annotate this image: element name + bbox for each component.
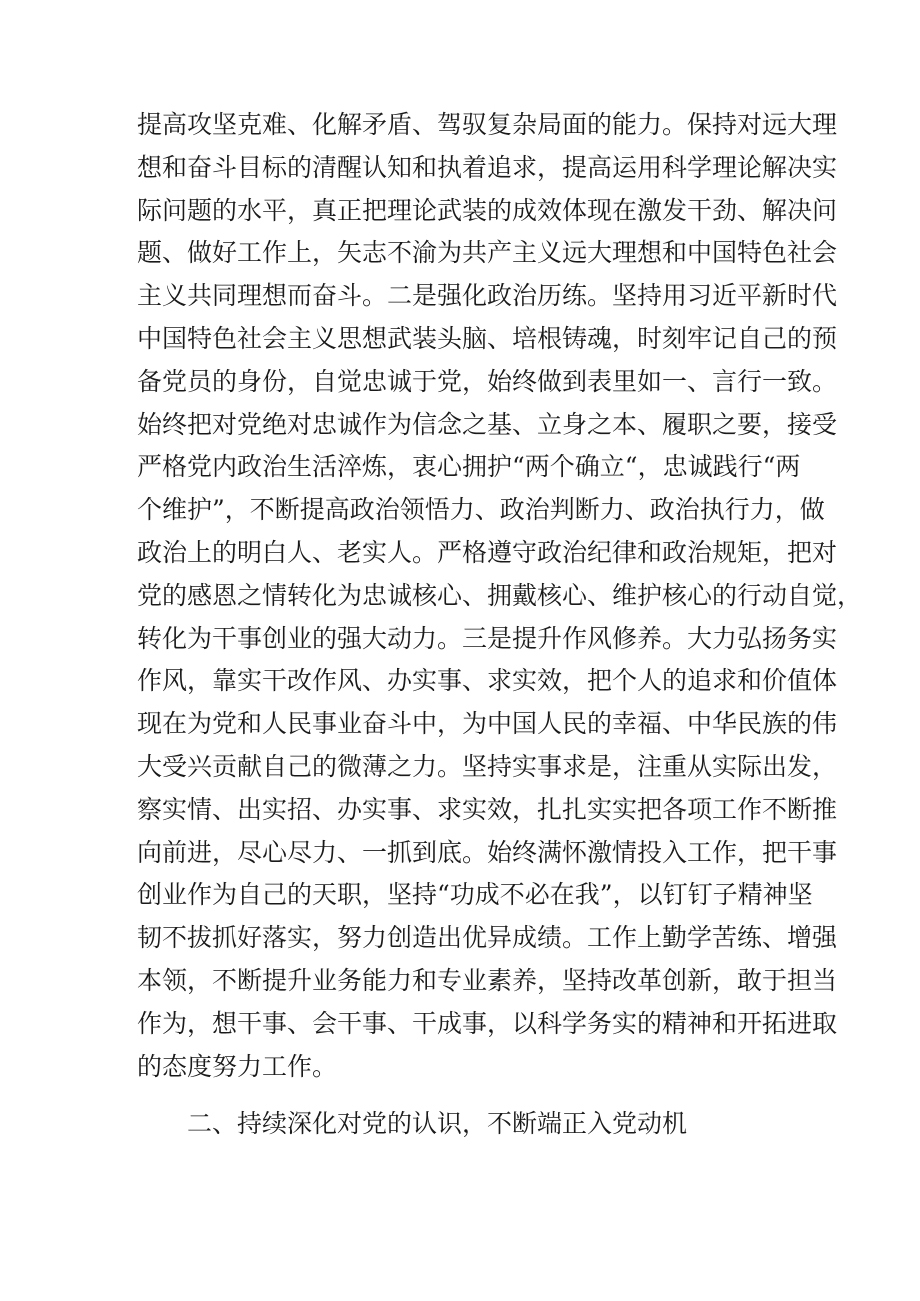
paragraph-line: 创业作为自己的天职，坚持“功成不必在我”，以钉钉子精神坚 (137, 880, 813, 910)
paragraph-line: 主义共同理想而奋斗。二是强化政治历练。坚持用习近平新时代 (137, 281, 838, 311)
paragraph-line: 现在为党和人民事业奋斗中，为中国人民的幸福、中华民族的伟 (137, 709, 838, 739)
paragraph-line: 际问题的水平，真正把理论武装的成效体现在激发干劲、解决问 (137, 195, 838, 225)
paragraph-line: 察实情、出实招、办实事、求实效，扎扎实实把各项工作不断推 (137, 794, 838, 824)
paragraph-line: 向前进，尽心尽力、一抓到底。始终满怀激情投入工作，把干事 (137, 837, 838, 867)
paragraph-line: 始终把对党绝对忠诚作为信念之基、立身之本、履职之要，接受 (137, 409, 838, 439)
paragraph-line: 的态度努力工作。 (137, 1051, 338, 1081)
paragraph-line: 作风，靠实干改作风、办实事、求实效，把个人的追求和价值体 (137, 666, 838, 696)
paragraph-line: 提高攻坚克难、化解矛盾、驾驭复杂局面的能力。保持对远大理 (137, 110, 838, 139)
paragraph-line: 转化为干事创业的强大动力。三是提升作风修养。大力弘扬务实 (137, 623, 838, 653)
paragraph-line: 政治上的明白人、老实人。严格遵守政治纪律和政治规矩，把对 (137, 537, 838, 567)
section-heading: 二、持续深化对党的认识，不断端正入党动机 (187, 1109, 688, 1138)
paragraph-line: 中国特色社会主义思想武装头脑、培根铸魂，时刻牢记自己的预 (137, 323, 838, 353)
paragraph-line: 党的感恩之情转化为忠诚核心、拥戴核心、维护核心的行动自觉， (137, 580, 863, 610)
paragraph-line: 作为，想干事、会干事、干成事，以科学务实的精神和开拓进取 (137, 1008, 838, 1038)
body-paragraph (137, 104, 863, 1088)
paragraph-line: 个维护”，不断提高政治领悟力、政治判断力、政治执行力，做 (137, 495, 825, 525)
paragraph-line: 大受兴贡献自己的微薄之力。坚持实事求是，注重从实际出发， (137, 751, 838, 781)
paragraph-line: 严格党内政治生活淬炼，衷心拥护“两个确立“，忠诚践行“两 (137, 452, 801, 482)
paragraph-line: 本领，不断提升业务能力和专业素养，坚持改革创新，敢于担当 (137, 965, 838, 995)
paragraph-line: 韧不拔抓好落实，努力创造出优异成绩。工作上勤学苦练、增强 (137, 923, 838, 953)
paragraph-line: 题、做好工作上，矢志不渝为共产主义远大理想和中国特色社会 (137, 238, 838, 268)
paragraph-line: 想和奋斗目标的清醒认知和执着追求，提高运用科学理论解决实 (137, 152, 838, 182)
paragraph-line: 备党员的身份，自觉忠诚于党，始终做到表里如一、言行一致。 (137, 366, 838, 396)
